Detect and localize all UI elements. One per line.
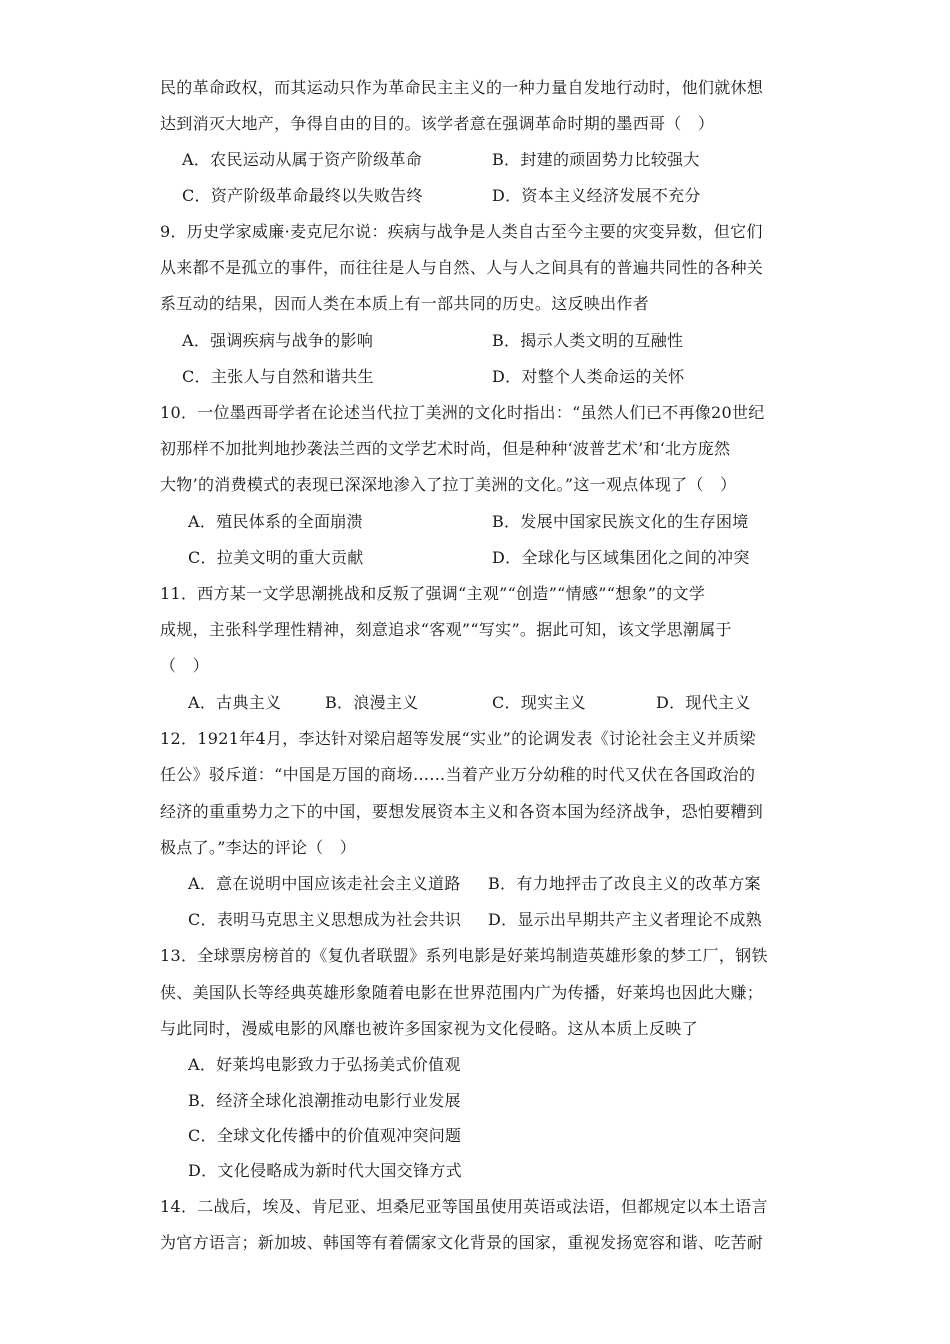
question-13-text-line: 侠、美国队长等经典英雄形象随着电影在世界范围内广为传播，好莱坞也因此大赚； <box>160 983 764 1002</box>
question-11-text-line: （ ） <box>160 656 209 675</box>
question-8-text-line: 民的革命政权，而其运动只作为革命民主主义的一种力量自发地行动时，他们就休想 <box>160 78 764 97</box>
question-13-option-c[interactable]: C．全球文化传播中的价值观冲突问题 <box>188 1126 462 1145</box>
question-12-option-c[interactable]: C．表明马克思主义思想成为社会共识 <box>188 910 462 929</box>
question-12-option-d[interactable]: D．显示出早期共产主义者理论不成熟 <box>488 910 762 929</box>
question-8-option-c[interactable]: C．资产阶级革命最终以失败告终 <box>182 186 423 205</box>
question-9-text-line: 9．历史学家威廉·麦克尼尔说：疾病与战争是人类自古至今主要的灾变异数，但它们 <box>160 222 763 241</box>
question-13-option-d[interactable]: D．文化侵略成为新时代大国交锋方式 <box>188 1161 462 1180</box>
question-9-option-a[interactable]: A．强调疾病与战争的影响 <box>182 331 374 350</box>
question-14-text-line: 14．二战后，埃及、肯尼亚、坦桑尼亚等国虽使用英语或法语，但都规定以本土语言 <box>160 1197 768 1216</box>
question-10-option-b[interactable]: B．发展中国家民族文化的生存困境 <box>492 512 749 531</box>
question-11-option-c[interactable]: C．现实主义 <box>492 693 587 712</box>
question-12-option-a[interactable]: A．意在说明中国应该走社会主义道路 <box>188 874 461 893</box>
question-13-text-line: 13．全球票房榜首的《复仇者联盟》系列电影是好莱坞制造英雄形象的梦工厂，钢铁 <box>160 946 768 965</box>
question-12-text-line: 12．1921年4月，李达针对梁启超等发展“实业”的论调发表《讨论社会主义并质梁 <box>160 729 756 748</box>
question-9-option-d[interactable]: D．对整个人类命运的关怀 <box>492 367 685 386</box>
question-10-text-line: 大物’的消费模式的表现已深深地渗入了拉丁美洲的文化。”这一观点体现了（ ） <box>160 475 737 494</box>
question-11-option-a[interactable]: A．古典主义 <box>188 693 282 712</box>
question-13-option-a[interactable]: A．好莱坞电影致力于弘扬美式价值观 <box>188 1055 461 1074</box>
question-11-option-d[interactable]: D．现代主义 <box>656 693 751 712</box>
question-8-option-d[interactable]: D．资本主义经济发展不充分 <box>492 186 701 205</box>
question-12-option-b[interactable]: B．有力地抨击了改良主义的改革方案 <box>488 874 761 893</box>
question-12-text-line: 任公》驳斥道：“中国是万国的商场……当着产业万分幼稚的时代又伏在各国政治的 <box>160 765 756 784</box>
question-9-option-c[interactable]: C．主张人与自然和谐共生 <box>182 367 374 386</box>
question-13-text-line: 与此同时，漫威电影的风靡也被许多国家视为文化侵略。这从本质上反映了 <box>160 1019 698 1038</box>
question-8-option-b[interactable]: B．封建的顽固势力比较强大 <box>492 150 700 169</box>
question-9-text-line: 系互动的结果，因而人类在本质上有一部共同的历史。这反映出作者 <box>160 294 650 313</box>
question-12-text-line: 极点了。”李达的评论（ ） <box>160 838 357 857</box>
question-11-option-b[interactable]: B．浪漫主义 <box>325 693 419 712</box>
question-13-option-b[interactable]: B．经济全球化浪潮推动电影行业发展 <box>188 1091 461 1110</box>
question-10-option-d[interactable]: D．全球化与区域集团化之间的冲突 <box>492 548 750 567</box>
question-9-option-b[interactable]: B．揭示人类文明的互融性 <box>492 331 684 350</box>
question-11-text-line: 11．西方某一文学思潮挑战和反叛了强调“主观”“创造”“情感”“想象”的文学 <box>160 584 706 603</box>
question-12-text-line: 经济的重重势力之下的中国，要想发展资本主义和各资本国为经济战争，恐怕要糟到 <box>160 802 764 821</box>
question-10-option-a[interactable]: A．殖民体系的全面崩溃 <box>188 512 363 531</box>
question-14-text-line: 为官方语言；新加坡、韩国等有着儒家文化背景的国家，重视发扬宽容和谐、吃苦耐 <box>160 1233 764 1252</box>
question-8-text-line: 达到消灭大地产，争得自由的目的。该学者意在强调革命时期的墨西哥（ ） <box>160 114 715 133</box>
question-11-text-line: 成规，主张科学理性精神，刻意追求“客观”“写实”。据此可知，该文学思潮属于 <box>160 620 732 639</box>
question-10-text-line: 初那样不加批判地抄袭法兰西的文学艺术时尚，但是种种‘波普艺术’和‘北方庞然 <box>160 439 731 458</box>
question-8-option-a[interactable]: A．农民运动从属于资产阶级革命 <box>182 150 423 169</box>
question-9-text-line: 从来都不是孤立的事件，而往往是人与自然、人与人之间具有的普遍共同性的各种关 <box>160 258 764 277</box>
question-10-text-line: 10．一位墨西哥学者在论述当代拉丁美洲的文化时指出：“虽然人们已不再像20世纪 <box>160 403 765 422</box>
question-10-option-c[interactable]: C．拉美文明的重大贡献 <box>188 548 364 567</box>
